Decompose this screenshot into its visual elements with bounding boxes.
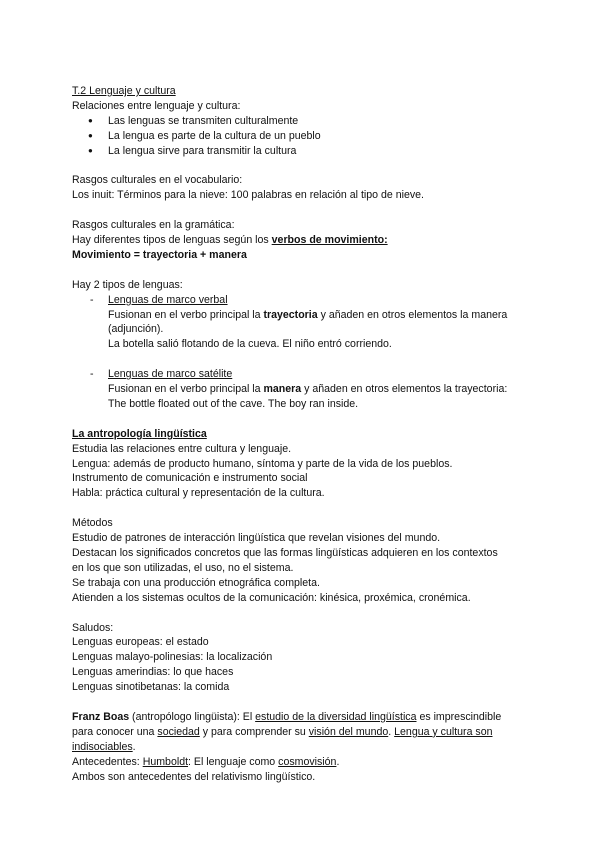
saludos-line: Lenguas europeas: el estado (72, 636, 209, 649)
marco-satelite-desc-c: y añaden en otros elementos la trayectoria: (301, 383, 508, 396)
gramatica-heading: Rasgos culturales en la gramática: (72, 219, 235, 232)
antropologia-line: Habla: práctica cultural y representación de la cultura. (72, 487, 325, 500)
gramatica-intro-text: Hay diferentes tipos de lenguas según los (72, 234, 272, 247)
list-item: ● La lengua sirve para transmitir la cultura (72, 144, 542, 159)
document-page (72, 84, 542, 784)
boas-line-2 (72, 725, 542, 740)
vocabulario-heading: Rasgos culturales en el vocabulario: (72, 174, 243, 187)
boas-underline: Lengua y cultura son (394, 725, 493, 738)
boas-text: . (388, 725, 395, 738)
dash-marker: - (90, 293, 94, 306)
metodos-line: Atienden a los sistemas ocultos de la comunicación: kinésica, proxémica, cronémica. (72, 591, 471, 604)
marco-verbal-desc-2: (adjunción). (108, 323, 164, 336)
boas-line-1 (72, 710, 542, 725)
relativismo-line: Ambos son antecedentes del relativismo lingüístico. (72, 770, 316, 783)
verbos-movimiento: verbos de movimiento: (271, 234, 388, 247)
list-item: ● Las lenguas se transmiten culturalmente (72, 114, 542, 129)
marco-satelite-title: Lenguas de marco satélite (108, 368, 233, 381)
boas-underline: visión del mundo (308, 725, 389, 738)
boas-underline: indisociables (72, 740, 133, 753)
marco-verbal-item (72, 293, 542, 353)
relaciones-heading: Relaciones entre lenguaje y cultura: (72, 99, 241, 112)
saludos-line: Lenguas amerindias: lo que haces (72, 666, 234, 679)
page-title: T.2 Lenguaje y cultura (72, 85, 176, 97)
antecedentes-text: : El lenguaje como (188, 755, 279, 768)
metodos-heading: Métodos (72, 517, 113, 530)
saludos-line: Lenguas malayo-polinesias: la localización (72, 651, 273, 664)
boas-text: . (132, 740, 136, 753)
saludos-heading: Saludos: (72, 621, 114, 634)
metodos-line: Destacan los significados concretos que las formas lingüísticas adquieren en los contextos (72, 547, 498, 559)
boas-text: y para comprender su (199, 725, 309, 738)
boas-text: es imprescindible (416, 710, 502, 723)
boas-underline: estudio de la diversidad lingüística (255, 710, 417, 723)
marco-satelite-desc-a: Fusionan en el verbo principal la (108, 383, 264, 396)
marco-satelite-example: The bottle floated out of the cave. The boy ran inside. (108, 397, 359, 410)
gramatica-formula: Movimiento = trayectoria + manera (72, 248, 247, 261)
antropologia-line: Estudia las relaciones entre cultura y lenguaje. (72, 442, 292, 455)
tipos-heading: Hay 2 tipos de lenguas: (72, 278, 183, 291)
marco-verbal-example: La botella salió flotando de la cueva. El niño entró corriendo. (108, 338, 392, 351)
cosmovision-term: cosmovisión (278, 755, 337, 768)
list-item: ● La lengua es parte de la cultura de un pueblo (72, 129, 542, 144)
metodos-line: Estudio de patrones de interacción lingüística que revelan visiones del mundo. (72, 532, 441, 545)
marco-verbal-desc-c: y añaden en otros elementos la manera (317, 308, 508, 321)
boas-name: Franz Boas (72, 710, 130, 723)
antecedentes-line (72, 755, 542, 770)
boas-underline: sociedad (157, 725, 200, 738)
manera-term: manera (263, 383, 302, 396)
marco-satelite-desc (108, 382, 542, 397)
antropologia-title: La antropología lingüística (72, 427, 207, 440)
dash-marker: - (90, 368, 94, 381)
antropologia-line: Lengua: además de producto humano, síntoma y parte de la vida de los pueblos. (72, 457, 453, 470)
antecedentes-text: . (336, 755, 340, 768)
saludos-line: Lenguas sinotibetanas: la comida (72, 681, 230, 694)
antecedentes-text: Antecedentes: (72, 755, 143, 768)
marco-verbal-title: Lenguas de marco verbal (108, 293, 228, 306)
marco-verbal-desc (108, 308, 542, 323)
marco-verbal-desc-a: Fusionan en el verbo principal la (108, 308, 264, 321)
boas-text: para conocer una (72, 725, 158, 738)
gramatica-intro (72, 233, 542, 248)
metodos-line: Se trabaja con una producción etnográfica completa. (72, 576, 320, 589)
relaciones-list (72, 114, 542, 159)
metodos-line: en los que son utilizadas, el uso, no el sistema. (72, 561, 294, 574)
boas-line-3 (72, 740, 542, 755)
boas-text: (antropólogo lingüista): El (129, 710, 256, 723)
humboldt-link: Humboldt (142, 755, 189, 768)
antropologia-line: Instrumento de comunicación e instrumento social (72, 472, 308, 485)
marco-satelite-item (72, 367, 542, 412)
vocabulario-text: Los inuit: Términos para la nieve: 100 palabras en relación al tipo de nieve. (72, 189, 424, 202)
trayectoria-term: trayectoria (263, 308, 318, 321)
